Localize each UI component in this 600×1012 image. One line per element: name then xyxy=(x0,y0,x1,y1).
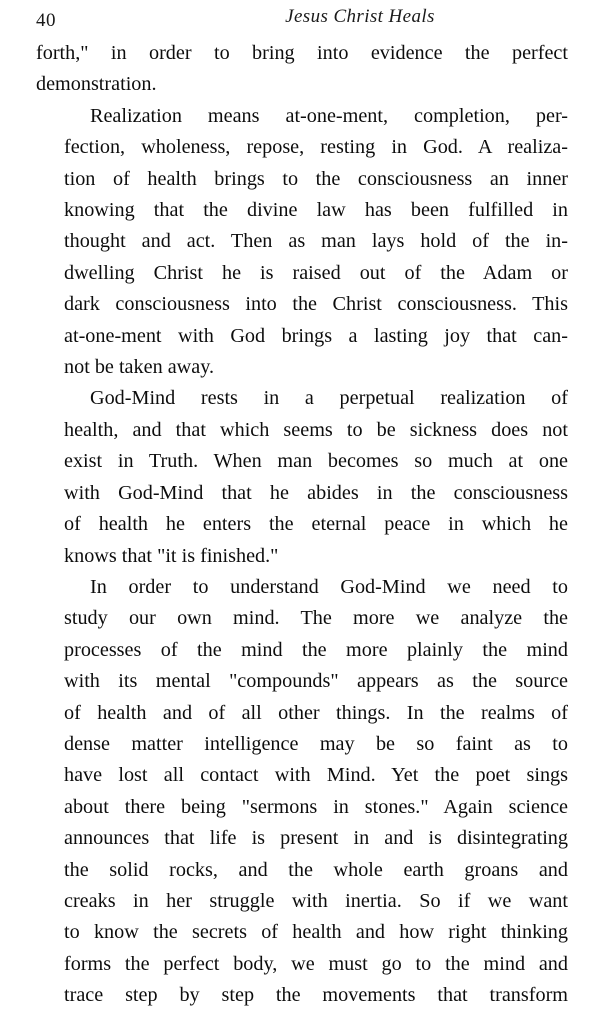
text-line: of health he enters the eternal peace in which he xyxy=(64,513,568,536)
text-line: at-one-ment with God brings a lasting joy that can- xyxy=(64,324,568,347)
text-line: the solid rocks, and the whole earth groans and xyxy=(64,858,568,881)
page-number: 40 xyxy=(36,10,56,31)
paragraph xyxy=(36,101,568,384)
text-line: dense matter intelligence may be so faint as to xyxy=(64,732,568,755)
text-line: announces that life is present in and is disintegrating xyxy=(64,827,568,850)
text-line: dwelling Christ he is raised out of the Adam or xyxy=(64,261,568,284)
text-line xyxy=(36,101,568,132)
text-line-content: Realization means at-one-ment, completion, per- xyxy=(90,104,568,127)
text-line: trace step by step the movements that transform xyxy=(64,984,568,1007)
text-line xyxy=(36,572,568,603)
text-line: forms the perfect body, we must go to the mind and xyxy=(64,952,568,975)
text-line: of health and of all other things. In the realms of xyxy=(64,701,568,724)
text-line: fection, wholeness, repose, resting in God. A realiza- xyxy=(64,136,568,159)
text-line: to know the secrets of health and how right thinking xyxy=(64,921,568,944)
text-line: have lost all contact with Mind. Yet the poet sings xyxy=(64,764,568,787)
text-line: exist in Truth. When man becomes so much at one xyxy=(64,450,568,473)
text-line: creaks in her struggle with inertia. So if we want xyxy=(64,889,568,912)
text-line: tion of health brings to the consciousness an inner xyxy=(64,167,568,190)
text-line: dark consciousness into the Christ consciousness. This xyxy=(64,293,568,316)
text-line: forth," in order to bring into evidence the perfect xyxy=(36,42,568,64)
text-line: about there being "sermons in stones." Again science xyxy=(64,795,568,818)
text-line: knowing that the divine law has been fulfilled in xyxy=(64,199,568,222)
paragraph xyxy=(36,38,568,101)
text-line: knows that "it is finished." xyxy=(64,544,279,567)
running-head: Jesus Christ Heals xyxy=(285,6,435,27)
text-line: processes of the mind the more plainly the mind xyxy=(64,638,568,661)
text-line: thought and act. Then as man lays hold of the in- xyxy=(64,230,568,253)
text-line-content: In order to understand God-Mind we need to xyxy=(90,575,568,598)
page-header xyxy=(0,6,600,32)
text-line: with God-Mind that he abides in the consciousness xyxy=(64,481,568,504)
text-line: not be taken away. xyxy=(64,356,215,379)
paragraph xyxy=(36,572,568,1012)
text-line: study our own mind. The more we analyze the xyxy=(64,607,568,630)
paragraph xyxy=(36,383,568,571)
text-line-content: God-Mind rests in a perpetual realization of xyxy=(90,387,568,410)
text-line: with its mental "compounds" appears as the source xyxy=(64,670,568,693)
text-line xyxy=(36,383,568,414)
text-line: demonstration. xyxy=(36,73,157,96)
page-body xyxy=(36,38,568,1012)
text-line: health, and that which seems to be sickness does not xyxy=(64,418,568,441)
